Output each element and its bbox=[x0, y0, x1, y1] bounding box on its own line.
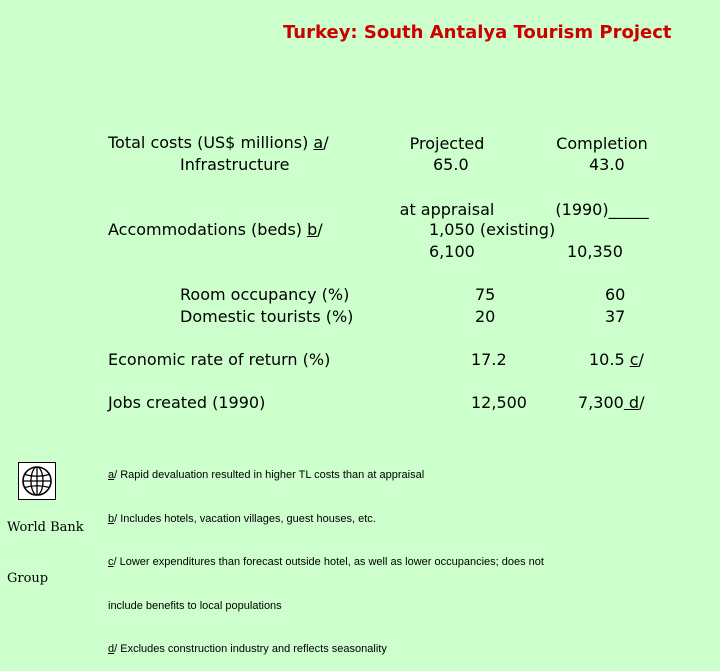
footnote-c-continued: include benefits to local populations bbox=[108, 599, 282, 612]
row-infrastructure-appraisal: 65.0 bbox=[433, 155, 469, 174]
row-infrastructure-label: Infrastructure bbox=[180, 155, 290, 174]
logo-line1: World Bank bbox=[7, 520, 84, 535]
row-room-occupancy-label: Room occupancy (%) bbox=[180, 285, 350, 304]
footnote-c: c/ Lower expenditures than forecast outside hotel, as well as lower occupancies; does not bbox=[108, 556, 544, 568]
footnote-ref-d: d bbox=[623, 393, 640, 412]
row-jobs-created-appraisal: 12,500 bbox=[471, 393, 527, 412]
row-infrastructure-completion: 43.0 bbox=[589, 155, 625, 174]
row-accommodations-completion: 10,350 bbox=[567, 242, 623, 261]
header-appraisal-line2: at appraisal bbox=[399, 200, 495, 219]
footnote-b: b/ Includes hotels, vacation villages, guest houses, etc. bbox=[108, 512, 376, 525]
row-accommodations-appraisal-existing: 1,050 (existing) bbox=[429, 220, 556, 239]
row-domestic-tourists-label: Domestic tourists (%) bbox=[180, 307, 354, 326]
header-completion-blank: _____ bbox=[608, 200, 649, 219]
header-appraisal-line1: Projected bbox=[409, 134, 485, 153]
footnote-ref-b: b bbox=[307, 220, 318, 239]
row-economic-return-label: Economic rate of return (%) bbox=[108, 350, 331, 369]
footnote-a: a/ Rapid devaluation resulted in higher TL costs than at appraisal bbox=[108, 469, 425, 481]
row-jobs-created-label: Jobs created (1990) bbox=[108, 393, 266, 412]
footnote-d: d/ Excludes construction industry and reflects seasonality bbox=[108, 643, 387, 655]
footnote-ref-a: a bbox=[313, 133, 324, 152]
row-domestic-tourists-appraisal: 20 bbox=[475, 307, 496, 326]
row-room-occupancy-completion: 60 bbox=[605, 285, 626, 304]
row-economic-return-completion: 10.5 c/ bbox=[589, 350, 644, 369]
footnotes bbox=[108, 439, 544, 671]
page-title: Turkey: South Antalya Tourism Project bbox=[283, 22, 672, 43]
header-completion-line2: (1990) bbox=[555, 200, 609, 219]
row-jobs-created-completion: 7,300 d/ bbox=[578, 393, 645, 412]
footnote-ref-c: c bbox=[629, 350, 639, 369]
logo-line2: Group bbox=[7, 571, 49, 586]
row-total-costs-label: Total costs (US$ millions) a/ bbox=[108, 133, 329, 152]
row-accommodations-appraisal: 6,100 bbox=[429, 242, 475, 261]
row-accommodations-label: Accommodations (beds) b/ bbox=[108, 220, 323, 239]
world-bank-logo-text bbox=[7, 485, 84, 604]
row-economic-return-appraisal: 17.2 bbox=[471, 350, 507, 369]
row-domestic-tourists-completion: 37 bbox=[605, 307, 626, 326]
row-room-occupancy-appraisal: 75 bbox=[475, 285, 496, 304]
header-completion-line1: Completion bbox=[556, 134, 648, 153]
